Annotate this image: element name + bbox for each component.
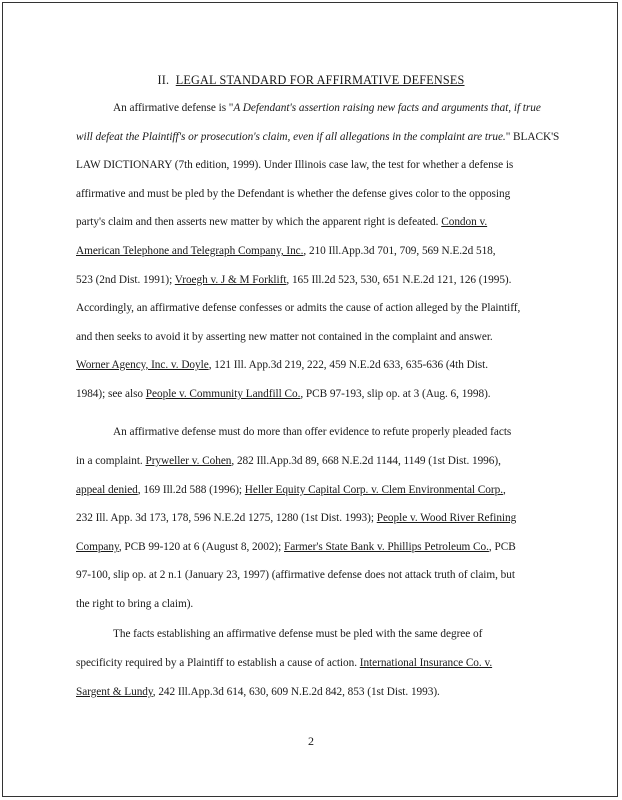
section-number: II. [157,73,170,87]
text-line: 1984); see also People v. Community Landfill Co., PCB 97-193, slip op. at 3 (Aug. 6, 1998). [76,388,491,400]
text-line: appeal denied, 169 Ill.2d 588 (1996); Heller Equity Capital Corp. v. Clem Environmental Corp., [76,484,506,496]
text-line: will defeat the Plaintiff's or prosecution's claim, even if all allegations in the complaint are true." BLACK'S [76,131,560,143]
text-line: Accordingly, an affirmative defense confesses or admits the cause of action alleged by the Plaintiff, [76,302,521,314]
text-line: 232 Ill. App. 3d 173, 178, 596 N.E.2d 1275, 1280 (1st Dist. 1993); People v. Wood River Refining [76,512,517,524]
text-line: The facts establishing an affirmative defense must be pled with the same degree of [113,628,483,640]
text-line: specificity required by a Plaintiff to establish a cause of action. International Insurance Co. v. [76,657,493,669]
case-citation: Vroegh v. J & M Forklift [174,274,287,286]
case-citation: Pryweller v. Cohen [145,455,232,467]
case-citation: Sargent & Lundy [76,686,153,698]
text-line: Sargent & Lundy, 242 Ill.App.3d 614, 630, 609 N.E.2d 842, 853 (1st Dist. 1993). [76,686,440,698]
case-citation: International Insurance Co. v. [359,657,493,669]
text-line: LAW DICTIONARY (7th edition, 1999). Under Illinois case law, the test for whether a defense is [76,159,514,171]
text-line: 97-100, slip op. at 2 n.1 (January 23, 1997) (affirmative defense does not attack truth of claim, but [76,569,515,581]
text-line: American Telephone and Telegraph Company, Inc., 210 Ill.App.3d 701, 709, 569 N.E.2d 518, [76,245,496,257]
case-citation: Farmer's State Bank v. Phillips Petroleum Co. [284,541,489,553]
text-line: An affirmative defense is "A Defendant's assertion raising new facts and arguments that, if true [113,102,541,114]
text-line: the right to bring a claim). [76,598,194,610]
text-line: Company, PCB 99-120 at 6 (August 8, 2002); Farmer's State Bank v. Phillips Petroleum Co., PCB [76,541,516,553]
page-number: 2 [308,734,314,748]
case-citation: Heller Equity Capital Corp. v. Clem Environmental Corp. [244,484,503,496]
text-line: affirmative and must be pled by the Defendant is whether the defense gives color to the opposing [76,188,511,200]
text-line: party's claim and then asserts new matter by which the apparent right is defeated. Condon v. [76,216,488,228]
text-line: and then seeks to avoid it by asserting new matter not contained in the complaint and answer. [76,331,493,343]
case-citation: Condon v. [441,216,488,228]
case-citation: Worner Agency, Inc. v. Doyle [76,359,209,371]
section-title: LEGAL STANDARD FOR AFFIRMATIVE DEFENSES [175,73,465,87]
case-citation: People v. Community Landfill Co. [145,388,301,400]
case-citation: People v. Wood River Refining [376,512,517,524]
case-citation: American Telephone and Telegraph Company, Inc. [76,245,304,257]
text-line: 523 (2nd Dist. 1991); Vroegh v. J & M Forklift, 165 Ill.2d 523, 530, 651 N.E.2d 121, 126 (1995). [76,274,512,286]
text-line: An affirmative defense must do more than offer evidence to refute properly pleaded facts [113,426,512,438]
section-heading [0,73,622,88]
text-line: in a complaint. Pryweller v. Cohen, 282 Ill.App.3d 89, 668 N.E.2d 1144, 1149 (1st Dist. 1996), [76,455,501,467]
text-line: Worner Agency, Inc. v. Doyle, 121 Ill. App.3d 219, 222, 459 N.E.2d 633, 635-636 (4th Dist. [76,359,489,371]
case-citation: Company [76,541,119,553]
